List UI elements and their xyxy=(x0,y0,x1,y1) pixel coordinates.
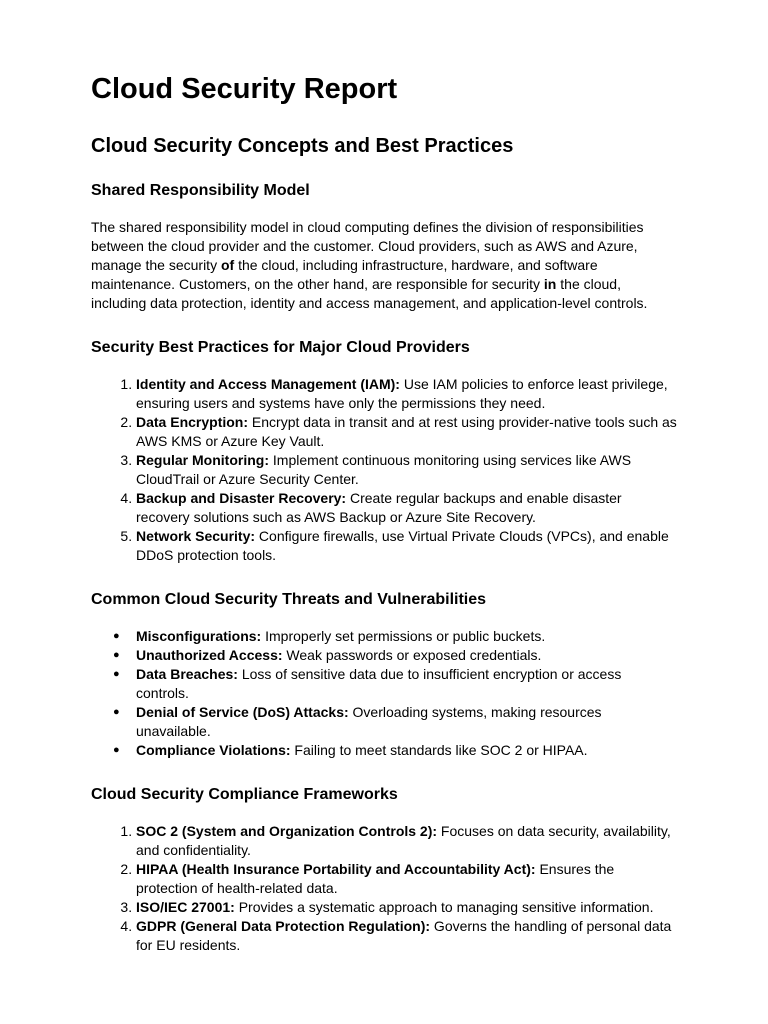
item-label: GDPR (General Data Protection Regulation): xyxy=(136,918,431,934)
list-item xyxy=(136,451,678,489)
best-practices-heading: Security Best Practices for Major Cloud Providers xyxy=(91,339,470,356)
list-item xyxy=(136,413,678,451)
item-label: ISO/IEC 27001: xyxy=(136,899,235,915)
list-item xyxy=(136,860,678,898)
threats-heading: Common Cloud Security Threats and Vulnerabilities xyxy=(91,591,487,608)
item-text: Weak passwords or exposed credentials. xyxy=(282,647,542,663)
item-text: Loss of sensitive data due to insufficient encryption or access controls. xyxy=(136,666,622,701)
list-item xyxy=(136,627,678,646)
item-label: HIPAA (Health Insurance Portability and Accountability Act): xyxy=(136,861,536,877)
paragraph-bold: of xyxy=(220,257,235,273)
list-item xyxy=(136,741,678,760)
list-item xyxy=(136,375,678,413)
threats-list xyxy=(91,627,678,760)
item-text: Overloading systems, making resources unavailable. xyxy=(136,704,602,739)
item-text: Use IAM policies to enforce least privilege, ensuring users and systems have only the permissions they need. xyxy=(136,376,668,411)
item-text: Encrypt data in transit and at rest using provider-native tools such as AWS KMS or Azure Key Vault. xyxy=(136,414,677,449)
list-item xyxy=(136,703,678,741)
item-label: Identity and Access Management (IAM): xyxy=(136,376,400,392)
shared-responsibility-paragraph xyxy=(91,218,678,313)
frameworks-list xyxy=(91,822,678,955)
item-text: Ensures the protection of health-related data. xyxy=(136,861,615,896)
list-item xyxy=(136,665,678,703)
item-label: Unauthorized Access: xyxy=(136,647,283,663)
paragraph-text: the cloud, including data protection, identity and access management, and application-level controls. xyxy=(91,276,648,311)
item-text: Improperly set permissions or public buckets. xyxy=(261,628,546,644)
best-practices-list xyxy=(91,375,678,565)
list-item xyxy=(136,489,678,527)
list-item xyxy=(136,527,678,565)
item-label: Regular Monitoring: xyxy=(136,452,269,468)
list-item xyxy=(136,898,678,917)
item-label: Data Breaches: xyxy=(136,666,238,682)
list-item xyxy=(136,917,678,955)
item-text: Provides a systematic approach to managing sensitive information. xyxy=(234,899,654,915)
item-label: Network Security: xyxy=(136,528,256,544)
document-title: Cloud Security Report xyxy=(91,73,398,105)
item-text: Configure firewalls, use Virtual Private Clouds (VPCs), and enable DDoS protection tools. xyxy=(136,528,669,563)
section-title: Cloud Security Concepts and Best Practices xyxy=(91,135,514,157)
shared-responsibility-heading: Shared Responsibility Model xyxy=(91,182,310,199)
item-text: Governs the handling of personal data for EU residents. xyxy=(136,918,672,953)
item-label: Data Encryption: xyxy=(136,414,249,430)
list-item xyxy=(136,646,678,665)
item-text: Focuses on data security, availability, and confidentiality. xyxy=(136,823,671,858)
item-text: Create regular backups and enable disaster recovery solutions such as AWS Backup or Azure Site Recovery. xyxy=(136,490,622,525)
item-label: Denial of Service (DoS) Attacks: xyxy=(136,704,349,720)
item-label: Compliance Violations: xyxy=(136,742,291,758)
item-label: Backup and Disaster Recovery: xyxy=(136,490,347,506)
list-item xyxy=(136,822,678,860)
item-text: Implement continuous monitoring using services like AWS CloudTrail or Azure Security Center. xyxy=(136,452,632,487)
frameworks-heading: Cloud Security Compliance Frameworks xyxy=(91,786,398,803)
paragraph-text: The shared responsibility model in cloud computing defines the division of responsibilities between the cloud provider and the customer. Cloud providers, such as AWS and Azure, manage the security xyxy=(91,219,644,273)
item-text: Failing to meet standards like SOC 2 or HIPAA. xyxy=(290,742,588,758)
paragraph-bold: in xyxy=(543,276,557,292)
item-label: SOC 2 (System and Organization Controls 2): xyxy=(136,823,438,839)
item-label: Misconfigurations: xyxy=(136,628,262,644)
paragraph-text: the cloud, including infrastructure, hardware, and software maintenance. Customers, on the other hand, are responsible for security xyxy=(91,257,598,292)
